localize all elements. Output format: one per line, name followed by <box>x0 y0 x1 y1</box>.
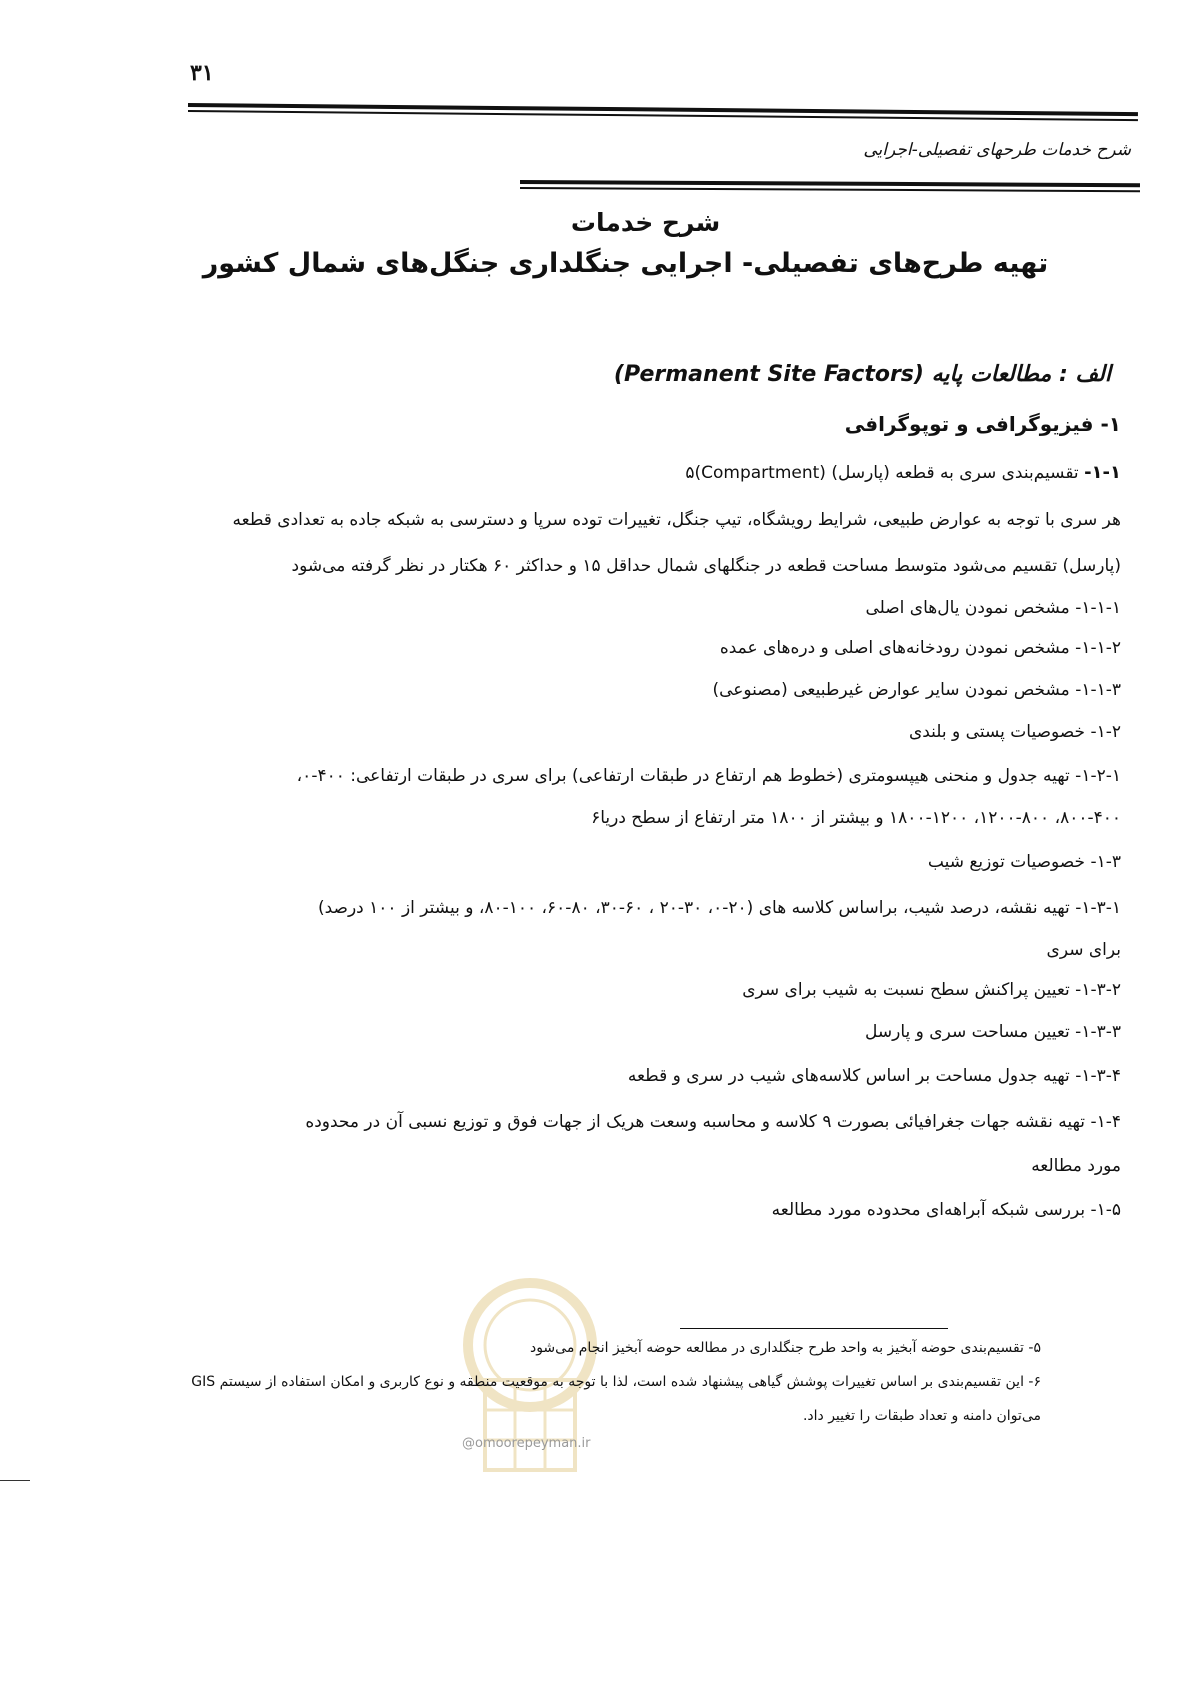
running-header: شرح خدمات طرحهای تفصیلی-اجرایی <box>863 140 1131 160</box>
item-text: تقسیم‌بندی سری به قطعه (پارسل) (Compartment)۵ <box>685 463 1085 483</box>
item-1-2-1-line-2: ۸۰۰-۴۰۰، ۱۲۰۰-۸۰۰، ۱۸۰۰-۱۲۰۰ و بیشتر از ۱۸۰۰ متر ارتفاع از سطح دریا۶ <box>591 808 1121 828</box>
item-1-4-line-2: مورد مطالعه <box>1031 1156 1121 1176</box>
margin-mark <box>0 1480 30 1481</box>
item-1-2-1-line-1: ۱-۲-۱- تهیه جدول و منحنی هیپسومتری (خطوط هم ارتفاع در طبقات ارتفاعی) برای سری در طبقات ارتفاعی: ۴۰۰-۰، <box>296 766 1121 786</box>
item-1-3-1-line-1: ۱-۳-۱- تهیه نقشه، درصد شیب، براساس کلاسه های (۲۰-۰، ۳۰-۲۰ ، ۶۰-۳۰، ۸۰-۶۰، ۱۰۰-۸۰، و بیشتر از ۱۰۰ درصد) <box>317 898 1121 918</box>
item-1-4-line-1: ۱-۴- تهیه نقشه جهات جغرافیائی بصورت ۹ کلاسه و محاسبه وسعت هریک از جهات فوق و توزیع نسبی آن در محدوده <box>305 1112 1121 1132</box>
footnote-separator <box>680 1328 948 1329</box>
footnote-5: ۵- تقسیم‌بندی حوضه آبخیز به واحد طرح جنگلداری در مطالعه حوضه آبخیز انجام می‌شود <box>529 1340 1041 1356</box>
item-1-1-3: ۱-۱-۳- مشخص نمودن سایر عوارض غیرطبیعی (مصنوعی) <box>712 680 1121 700</box>
item-1-3-4: ۱-۳-۴- تهیه جدول مساحت بر اساس کلاسه‌های شیب در سری و قطعه <box>627 1066 1121 1086</box>
item-1-1-line-3: (پارسل) تقسیم می‌شود متوسط مساحت قطعه در جنگلهای شمال حداقل ۱۵ و حداکثر ۶۰ هکتار در نظر گرفته می‌شود <box>291 556 1121 576</box>
item-1-3-3: ۱-۳-۳- تعیین مساحت سری و پارسل <box>865 1022 1121 1042</box>
item-1-3-2: ۱-۳-۲- تعیین پراکنش سطح نسبت به شیب برای سری <box>742 980 1121 1000</box>
item-1-1-2: ۱-۱-۲- مشخص نمودن رودخانه‌های اصلی و دره‌های عمده <box>719 638 1121 658</box>
item-1-1-1: ۱-۱-۱- مشخص نمودن یال‌های اصلی <box>865 598 1121 618</box>
page-number: ۳۱ <box>190 60 214 86</box>
item-1-3: ۱-۳- خصوصیات توزیع شیب <box>927 852 1121 872</box>
item-1-2: ۱-۲- خصوصیات پستی و بلندی <box>908 722 1121 742</box>
footnote-6-line-1: ۶- این تقسیم‌بندی بر اساس تغییرات پوشش گیاهی پیشنهاد شده است، لذا با توجه به موقعیت منطقه و نوع کاربری و امکان استفاده از سیستم GIS <box>191 1374 1041 1390</box>
section-heading: الف : مطالعات پایه (Permanent Site Factors) <box>613 362 1111 387</box>
item-1-1-line-2: هر سری با توجه به عوارض طبیعی، شرایط رویشگاه، تیپ جنگل، تغییرات توده سرپا و دسترسی به شبکه جاده به تعدادی قطعه <box>232 510 1121 530</box>
watermark-url: @omoorepeyman.ir <box>462 1436 591 1451</box>
header-rule-lower-thick <box>520 180 1140 187</box>
item-1-1-line-1 <box>150 462 1121 483</box>
document-title <box>0 208 1191 237</box>
document-subtitle <box>0 248 1191 279</box>
item-1-3-1-line-2: برای سری <box>1046 940 1121 960</box>
item-1-5: ۱-۵- بررسی شبکه آبراهه‌ای محدوده مورد مطالعه <box>771 1200 1121 1220</box>
title-line-2: تهیه طرح‌های تفصیلی- اجرایی جنگلداری جنگل‌های شمال کشور <box>202 248 1049 279</box>
heading-physiography: ۱- فیزیوگرافی و توپوگرافی <box>844 412 1121 436</box>
title-line-1: شرح خدمات <box>570 208 721 237</box>
footnote-6-line-2: می‌توان دامنه و تعداد طبقات را تغییر داد. <box>802 1408 1041 1424</box>
header-rule-lower-thin <box>520 187 1140 192</box>
item-number: ۱-۱- <box>1084 462 1121 483</box>
